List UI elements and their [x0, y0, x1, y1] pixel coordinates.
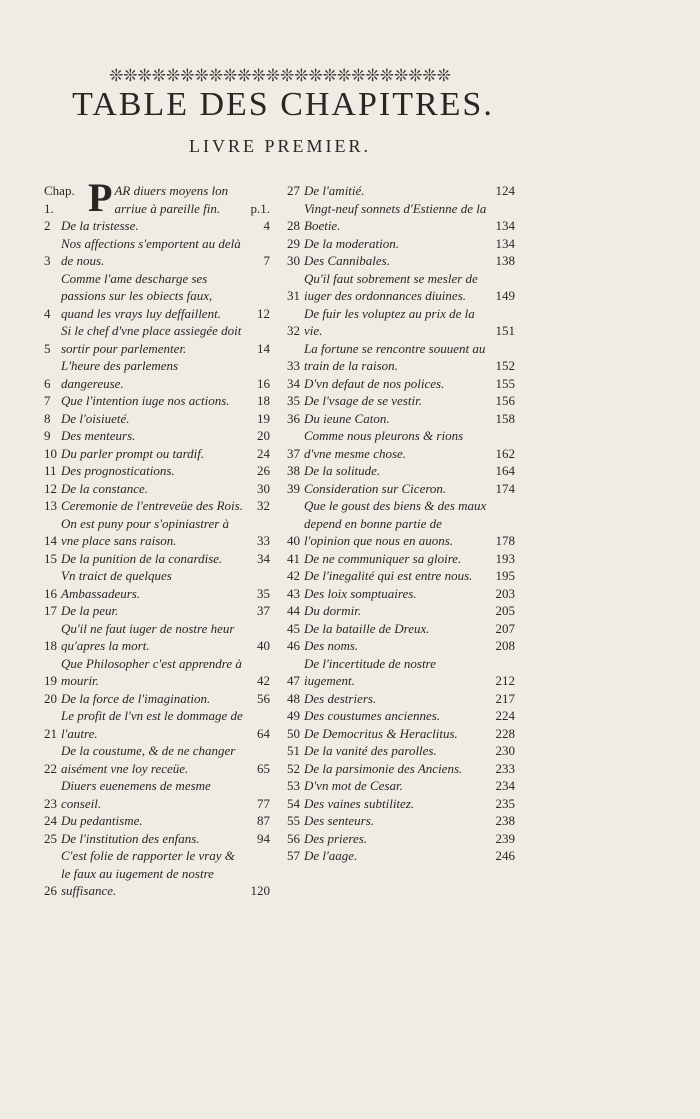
chapter-number: 21: [44, 725, 57, 741]
toc-entry: [44, 830, 270, 848]
chapter-title: On est puny pour s'opiniastrer à vne place sans raison.: [61, 515, 230, 548]
page-number: 193: [495, 550, 515, 566]
page-number: 195: [495, 568, 515, 583]
toc-entry: [287, 235, 515, 253]
page-number: 33: [257, 533, 270, 548]
chapter-number: 26: [44, 883, 57, 898]
page-number: 207: [495, 620, 515, 636]
chapter-title: Le profit de l'vn est le dommage de l'autre.: [61, 708, 243, 741]
toc-entry: [44, 777, 270, 812]
chapter-number: 17: [44, 603, 57, 618]
chapter-number: 14: [44, 533, 57, 548]
page-number: 87: [257, 813, 270, 828]
toc-entry: [287, 392, 515, 410]
chapter-number: 18: [44, 638, 57, 653]
toc-entry: [287, 427, 515, 462]
chapter-number: 47: [287, 673, 300, 688]
toc-entry: [44, 235, 270, 270]
chapter-title: Des noms.: [304, 638, 359, 653]
chapter-number: 29: [287, 235, 300, 251]
chapter-number: 41: [287, 550, 300, 566]
toc-entry: [287, 270, 515, 305]
toc-entry: [44, 567, 270, 602]
chapter-title: Des senteurs.: [304, 813, 375, 828]
chapter-title: Diuers euenemens de mesme conseil.: [61, 778, 211, 811]
toc-entry: [287, 375, 515, 393]
toc-entry: [44, 550, 270, 568]
page-number: 178: [495, 533, 515, 548]
toc-column-right: [287, 182, 515, 865]
toc-entry: [44, 620, 270, 655]
chapter-title: Des vaines subtilitez.: [304, 795, 415, 811]
chapter-title: Des prognostications.: [61, 463, 175, 478]
page-number: 120: [250, 883, 270, 898]
toc-entry: [44, 357, 270, 392]
chapter-title: La fortune se rencontre souuent au train de la raison.: [304, 340, 486, 373]
chapter-title: Que le goust des biens & des maux depend en bonne partie de l'opinion que nous en auons.: [304, 498, 487, 548]
toc-entry: [287, 182, 515, 200]
toc-entry: [287, 847, 515, 865]
chapter-title: De la bataille de Dreux.: [304, 620, 430, 636]
chapter-title: De l'incertitude de nostre iugement.: [304, 655, 436, 688]
page-number: 155: [495, 375, 515, 391]
page-number: 35: [257, 585, 270, 601]
chapter-number: 50: [287, 725, 300, 741]
toc-entry: [44, 427, 270, 445]
chapter-number: 32: [287, 323, 300, 338]
chapter-number: 46: [287, 638, 300, 653]
toc-entry: [44, 322, 270, 357]
toc-entry: [287, 830, 515, 848]
page-number: 65: [257, 760, 270, 776]
toc-entry: [44, 270, 270, 323]
page-number: 7: [263, 253, 270, 268]
chapter-title: Du dormir.: [304, 603, 362, 618]
chapter-number: 19: [44, 673, 57, 688]
page-number: 234: [495, 778, 515, 793]
chapter-label: Chap.: [44, 183, 75, 198]
chapter-title: Vingt-neuf sonnets d'Estienne de la Boetie.: [304, 200, 487, 233]
toc-entry: [287, 812, 515, 830]
chapter-number: 55: [287, 813, 300, 828]
chapter-title: De l'aage.: [304, 848, 358, 863]
chapter-title: De ne communiquer sa gloire.: [304, 550, 462, 566]
page-number: 4: [263, 218, 270, 233]
page-number: p.1.: [250, 200, 270, 216]
page-number: 16: [257, 375, 270, 391]
page-number: 42: [257, 673, 270, 688]
chapter-number: 42: [287, 568, 300, 583]
chapter-title: Si le chef d'vne place assiegée doit sortir pour parlementer.: [61, 323, 242, 356]
chapter-title: Qu'il faut sobrement se mesler de iuger des ordonnances diuines.: [304, 270, 478, 303]
toc-entry: [44, 480, 270, 498]
page-number: 162: [495, 445, 515, 461]
page-number: 56: [257, 690, 270, 706]
page-number: 152: [495, 358, 515, 373]
toc-entry: [287, 760, 515, 778]
chapter-number: 37: [287, 445, 300, 461]
page-number: 217: [495, 690, 515, 706]
chapter-number: 36: [287, 410, 300, 426]
chapter-number: 43: [287, 585, 300, 601]
page-number: 30: [257, 480, 270, 496]
page-number: 34: [257, 550, 270, 566]
page-number: 77: [257, 795, 270, 811]
toc-entry: [44, 812, 270, 830]
chapter-title: Que l'intention iuge nos actions.: [61, 393, 230, 408]
chapter-title: Des menteurs.: [61, 428, 136, 443]
page-number: 149: [495, 288, 515, 303]
page-number: 224: [495, 708, 515, 723]
chapter-number: 4: [44, 305, 51, 321]
toc-entry: [287, 252, 515, 270]
toc-entry: [287, 707, 515, 725]
page-number: 235: [495, 795, 515, 811]
chapter-title: Des coustumes anciennes.: [304, 708, 441, 723]
chapter-title: AR diuers moyens lon arriue à pareille fin.: [114, 183, 229, 216]
chapter-number: 11: [44, 463, 57, 478]
toc-entry: [287, 585, 515, 603]
page-title: TABLE DES CHAPITRES.: [72, 86, 494, 123]
chapter-title: L'heure des parlemens dangereuse.: [61, 358, 179, 391]
chapter-title: De la peur.: [61, 603, 119, 618]
chapter-number: 48: [287, 690, 300, 706]
chapter-number: 53: [287, 778, 300, 793]
chapter-title: De Democritus & Heraclitus.: [304, 725, 458, 741]
page-number: 156: [495, 393, 515, 408]
chapter-title: D'vn mot de Cesar.: [304, 778, 403, 793]
page-number: 233: [495, 760, 515, 776]
toc-entry: [287, 795, 515, 813]
page-number: 228: [495, 725, 515, 741]
chapter-number: 15: [44, 550, 57, 566]
chapter-number: 44: [287, 603, 300, 618]
chapter-title: De la coustume, & de ne changer aisément vne loy receüe.: [61, 743, 236, 776]
chapter-number: 27: [287, 183, 300, 198]
chapter-number: 10: [44, 445, 57, 461]
drop-cap: P: [88, 175, 113, 220]
toc-entry: [44, 462, 270, 480]
toc-entry: [44, 497, 270, 515]
toc-entry: [44, 445, 270, 463]
page-number: 208: [495, 638, 515, 653]
chapter-number: 38: [287, 463, 300, 478]
chapter-title: Consideration sur Ciceron.: [304, 480, 447, 496]
chapter-title: De la force de l'imagination.: [61, 690, 211, 706]
chapter-number: 8: [44, 410, 51, 426]
chapter-number: 54: [287, 795, 300, 811]
chapter-number: 5: [44, 340, 51, 356]
toc-entry: [287, 497, 515, 550]
toc-entry: [44, 847, 270, 900]
chapter-number: 45: [287, 620, 300, 636]
chapter-title: De la vanité des parolles.: [304, 743, 437, 758]
toc-entry: [44, 655, 270, 690]
chapter-number: 28: [287, 218, 300, 233]
page-number: 134: [495, 218, 515, 233]
toc-entry: [44, 217, 270, 235]
page-number: 138: [495, 253, 515, 268]
chapter-title: Des Cannibales.: [304, 253, 390, 268]
chapter-number: 1.: [44, 200, 54, 216]
chapter-number: 2: [44, 218, 51, 233]
toc-entry: [287, 410, 515, 428]
toc-entry: [287, 602, 515, 620]
toc-entry: [287, 725, 515, 743]
chapter-title: De l'oisiueté.: [61, 410, 130, 426]
chapter-number: 30: [287, 253, 300, 268]
chapter-title: Du ieune Caton.: [304, 410, 390, 426]
chapter-number: 31: [287, 288, 300, 303]
chapter-number: 3: [44, 253, 51, 268]
chapter-number: 9: [44, 428, 51, 443]
toc-entry: [287, 200, 515, 235]
page-number: 24: [257, 445, 270, 461]
page-number: 37: [257, 603, 270, 618]
chapter-title: De fuir les voluptez au prix de la vie.: [304, 305, 475, 338]
chapter-title: Des destriers.: [304, 690, 377, 706]
toc-entry: [287, 480, 515, 498]
page-number: 18: [257, 393, 270, 408]
chapter-number: 35: [287, 393, 300, 408]
chapter-number: 39: [287, 480, 300, 496]
chapter-number: 51: [287, 743, 300, 758]
chapter-title: De la moderation.: [304, 235, 399, 251]
page-number: 32: [257, 498, 270, 513]
book-subtitle: LIVRE PREMIER.: [188, 136, 371, 156]
page-number: 230: [495, 743, 515, 758]
chapter-title: D'vn defaut de nos polices.: [304, 375, 445, 391]
chapter-number: 24: [44, 813, 57, 828]
chapter-number: 16: [44, 585, 57, 601]
chapter-number: 52: [287, 760, 300, 776]
toc-entry: [287, 340, 515, 375]
page-number: 124: [495, 183, 515, 198]
toc-entry: [287, 742, 515, 760]
chapter-number: 13: [44, 498, 57, 513]
header-ornament: ❊❊❊❊❊❊❊❊❊❊❊❊❊❊❊❊❊❊❊❊❊❊❊❊: [109, 66, 451, 86]
toc-entry: [44, 602, 270, 620]
page-number: 205: [495, 603, 515, 618]
toc-entry: [287, 690, 515, 708]
chapter-title: Du parler prompt ou tardif.: [61, 445, 205, 461]
chapter-title: De l'inegalité qui est entre nous.: [304, 568, 473, 583]
page-number: 212: [495, 673, 515, 688]
chapter-title: Du pedantisme.: [61, 813, 143, 828]
page-number: 64: [257, 725, 270, 741]
toc-entry: [287, 550, 515, 568]
toc-entry: [44, 392, 270, 410]
chapter-title: C'est folie de rapporter le vray & le faux au iugement de nostre suffisance.: [61, 848, 235, 898]
chapter-number: 23: [44, 795, 57, 811]
chapter-number: 40: [287, 533, 300, 548]
toc-list-right: [287, 182, 515, 865]
chapter-number: 49: [287, 708, 300, 723]
page-number: 174: [495, 480, 515, 496]
chapter-title: Ceremonie de l'entreveüe des Rois.: [61, 498, 243, 513]
chapter-number: 56: [287, 830, 300, 846]
chapter-title: Que Philosopher c'est apprendre à mourir.: [61, 655, 242, 688]
chapter-title: Des loix somptuaires.: [304, 585, 417, 601]
chapter-number: 25: [44, 830, 57, 846]
chapter-title: Qu'il ne faut iuger de nostre heur qu'apres la mort.: [61, 620, 235, 653]
chapter-number: 57: [287, 848, 300, 863]
page-number: 203: [495, 585, 515, 601]
toc-entry: [44, 742, 270, 777]
chapter-number: 22: [44, 760, 57, 776]
toc-entry: [287, 462, 515, 480]
chapter-title: De la parsimonie des Anciens.: [304, 760, 463, 776]
page-number: 239: [495, 830, 515, 846]
toc-entry: [44, 707, 270, 742]
chapter-title: De l'amitié.: [304, 183, 365, 198]
page-number: 94: [257, 830, 270, 846]
page-number: 26: [257, 463, 270, 478]
toc-entry: [287, 655, 515, 690]
chapter-number: 20: [44, 690, 57, 706]
chapter-title: Comme nous pleurons & rions d'vne mesme chose.: [304, 428, 464, 461]
toc-entry: [44, 690, 270, 708]
toc-entry: [287, 777, 515, 795]
chapter-number: 12: [44, 480, 57, 496]
toc-column-left: [44, 175, 270, 900]
chapter-number: 6: [44, 375, 51, 391]
chapter-number: 34: [287, 375, 300, 391]
page-number: 164: [495, 463, 515, 478]
toc-entry: [287, 567, 515, 585]
page-number: 151: [495, 323, 515, 338]
chapter-title: De la tristesse.: [61, 218, 139, 233]
page-number: 14: [257, 340, 270, 356]
toc-entry-first: [44, 175, 270, 220]
chapter-title: Nos affections s'emportent au delà de nous.: [61, 235, 241, 268]
chapter-title: De la punition de la conardise.: [61, 550, 223, 566]
chapter-title: De la solitude.: [304, 463, 381, 478]
page-number: 19: [257, 410, 270, 426]
chapter-title: Des prieres.: [304, 830, 368, 846]
chapter-title: De l'vsage de se vestir.: [304, 393, 422, 408]
page-number: 12: [257, 305, 270, 321]
chapter-title: Comme l'ame descharge ses passions sur les obiects faux, quand les vrays luy deffaillent.: [61, 270, 221, 321]
chapter-title: De la constance.: [61, 480, 149, 496]
toc-entry: [287, 305, 515, 340]
page-number: 246: [495, 848, 515, 863]
toc-entry: [44, 410, 270, 428]
page-number: 40: [257, 638, 270, 653]
toc-entry: [287, 637, 515, 655]
chapter-title: De l'institution des enfans.: [61, 830, 200, 846]
chapter-number: 33: [287, 358, 300, 373]
toc-entry: [287, 620, 515, 638]
page-number: 134: [495, 235, 515, 251]
chapter-title: Vn traict de quelques Ambassadeurs.: [61, 568, 172, 601]
toc-list-left: [44, 217, 270, 900]
toc-entry: [44, 515, 270, 550]
page-number: 158: [495, 410, 515, 426]
page-number: 238: [495, 813, 515, 828]
chapter-number: 7: [44, 393, 51, 408]
page-number: 20: [257, 428, 270, 443]
